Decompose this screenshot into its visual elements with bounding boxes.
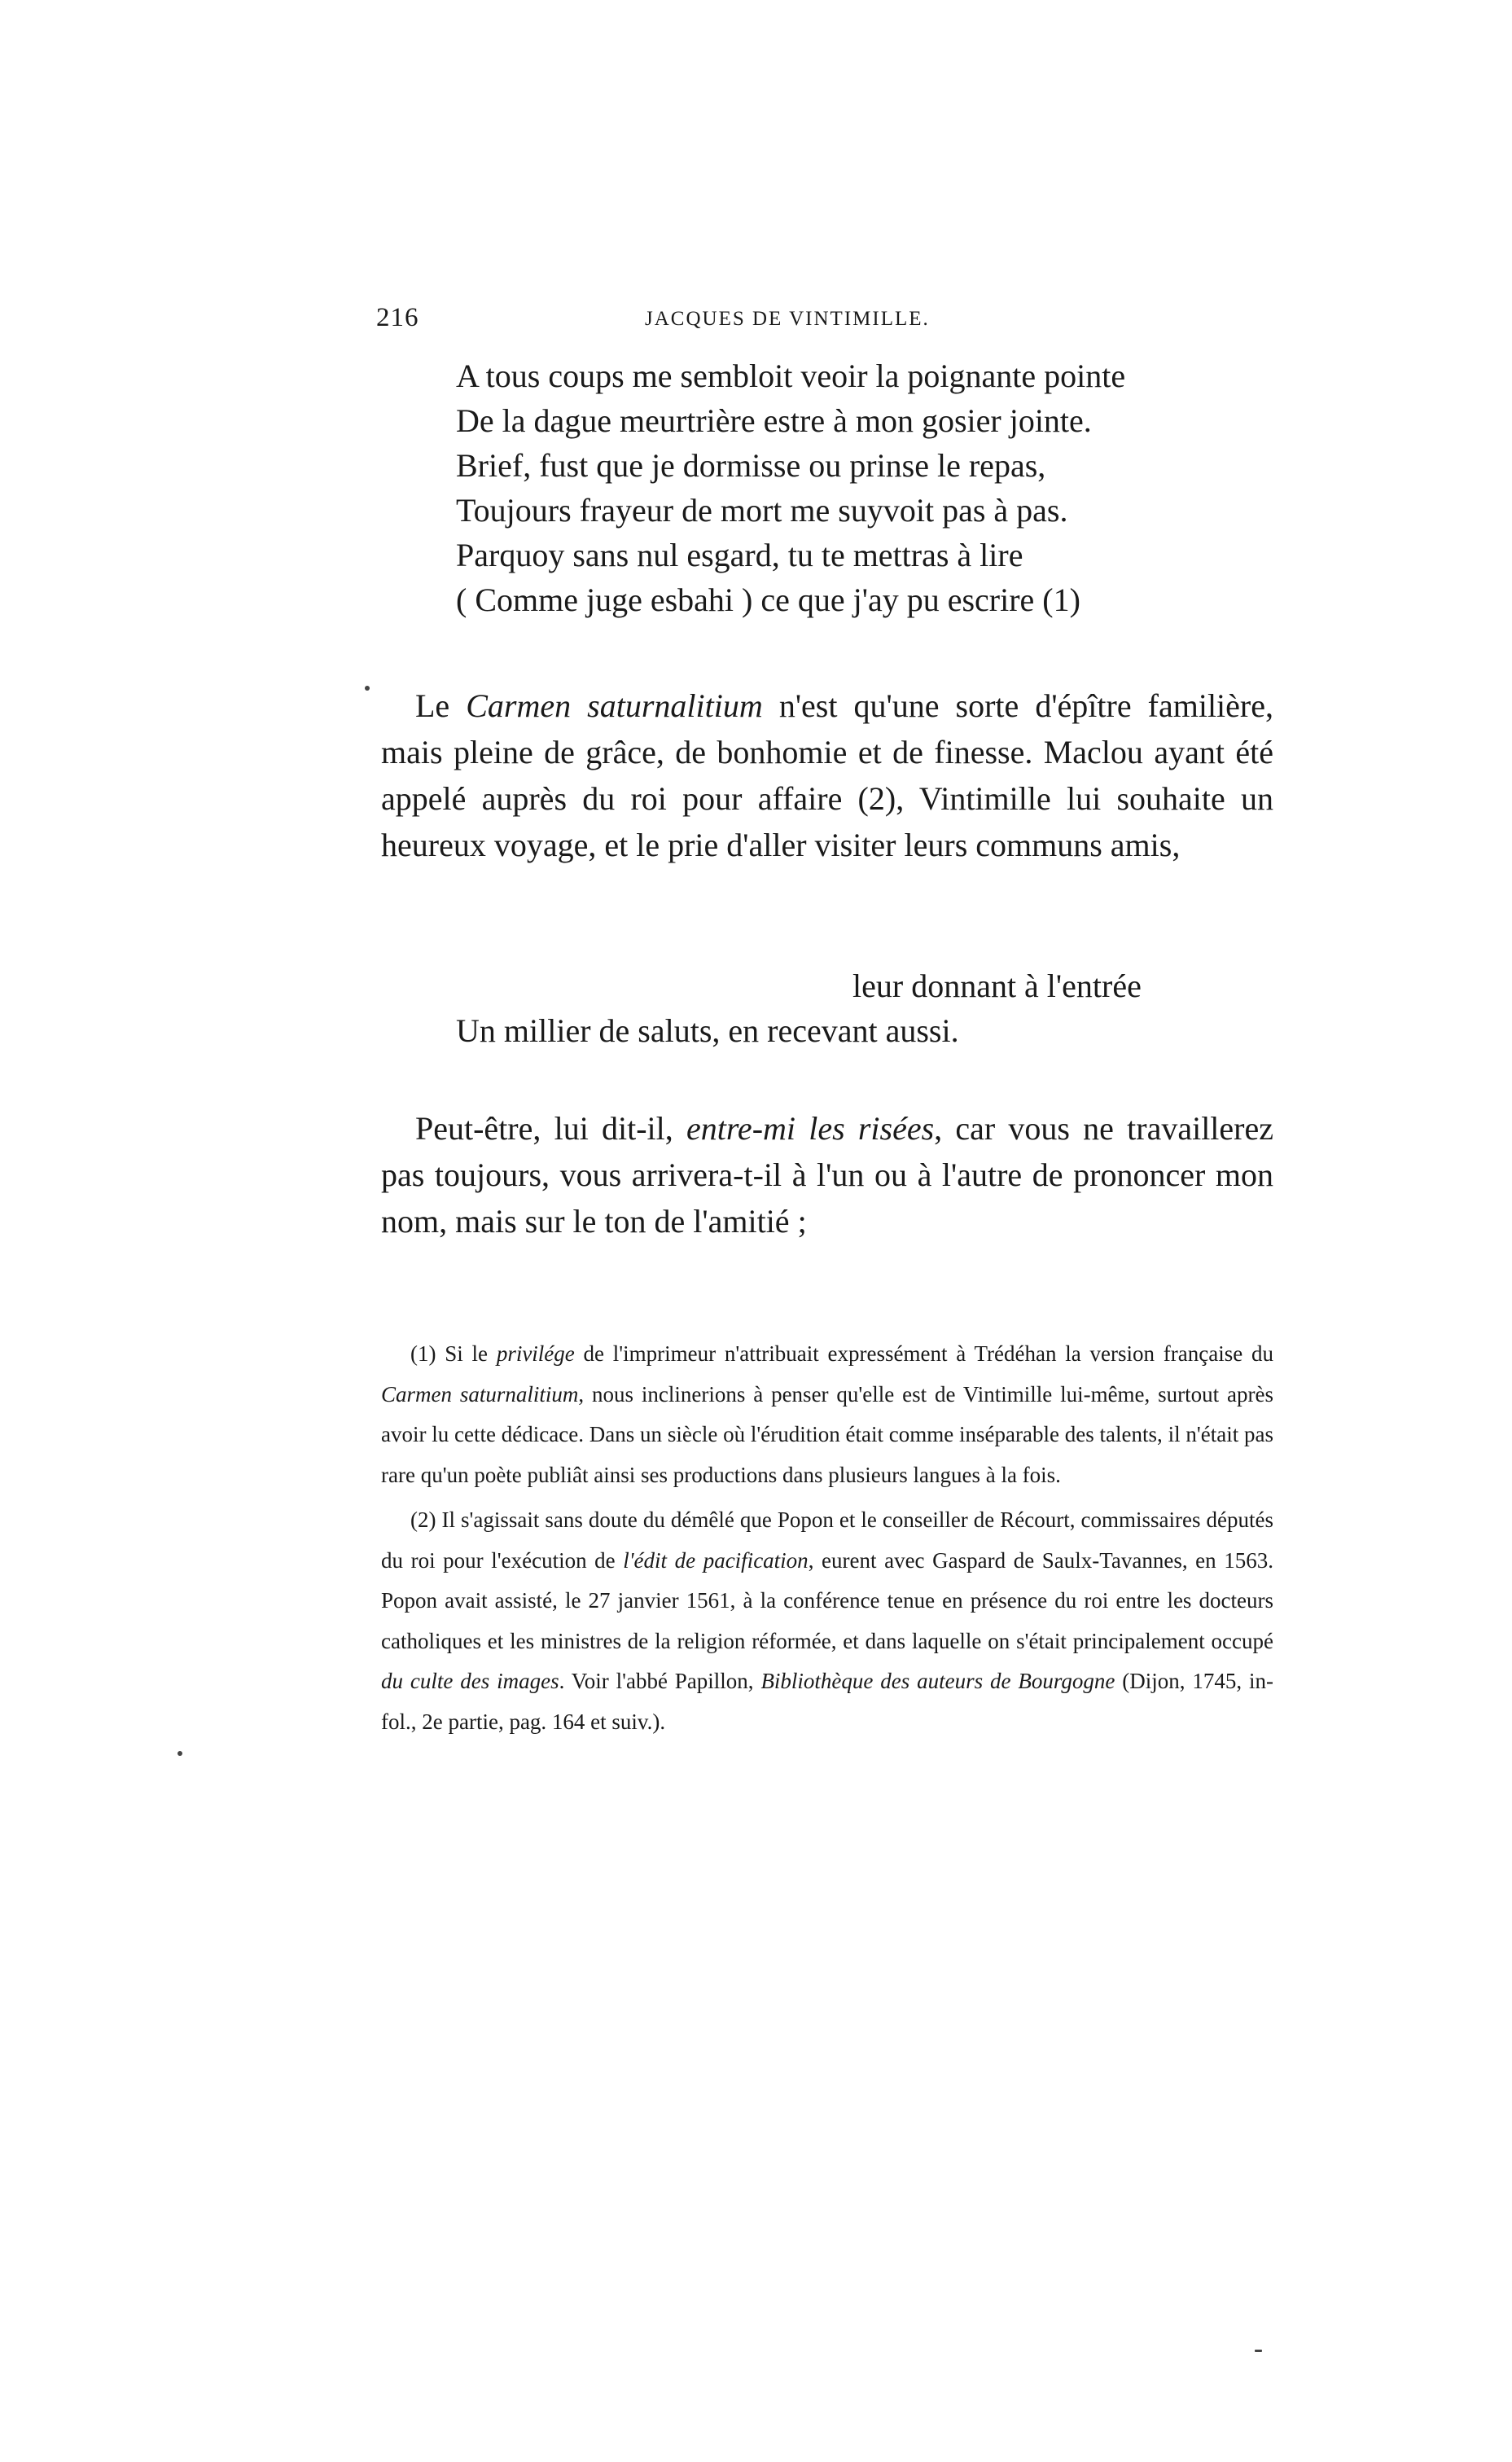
scan-speck xyxy=(177,1751,182,1756)
paragraph-lead: Le xyxy=(415,687,467,724)
scan-speck xyxy=(365,686,370,691)
verse-line: Parquoy sans nul esgard, tu te mettras à lire xyxy=(456,537,1023,573)
running-head xyxy=(376,303,1296,336)
footnote-italic: Carmen saturnalitium xyxy=(381,1381,579,1407)
footnote-text: , nous inclinerions à penser qu'elle est de Vintimille lui-même, surtout après avoir lu cette dédicace. Dans un siècle où l'érudition était comme inséparable des talents, il n'était pas rare qu'un poète publiât ainsi ses productions dans plusieurs langues à la fois. xyxy=(381,1381,1273,1487)
paragraph-italic: Carmen saturnalitium xyxy=(466,687,763,724)
verse-line: ( Comme juge esbahi ) ce que j'ay pu escrire (1) xyxy=(456,581,1080,618)
page-number: 216 xyxy=(376,303,419,332)
paragraph-carmen xyxy=(381,682,1273,868)
footnote-italic: privilége xyxy=(496,1341,575,1366)
footnote-text: (1) Si le xyxy=(410,1341,497,1366)
footnote-1 xyxy=(381,1334,1273,1495)
verse-block-2 xyxy=(456,963,1142,1053)
footnote-italic: du culte des images xyxy=(381,1669,559,1693)
footnote-italic: Bibliothèque des auteurs de Bourgogne xyxy=(760,1669,1115,1693)
verse-block-1 xyxy=(456,353,1125,622)
paragraph-peut-etre xyxy=(381,1105,1273,1244)
verse-line: Un millier de saluts, en recevant aussi. xyxy=(456,1012,959,1049)
footnotes xyxy=(381,1334,1273,1747)
verse-line: A tous coups me sembloit veoir la poignante pointe xyxy=(456,358,1126,394)
footnote-text: (Dijon, 1745, in-fol., 2e partie, pag. 164 et suiv.). xyxy=(381,1669,1273,1734)
paragraph-italic: entre-mi les risées xyxy=(686,1110,935,1147)
footnote-text: (2) Il s'agissait sans doute du démêlé que Popon et le conseiller de Récourt, commissaires députés du roi pour l'exécution de xyxy=(381,1507,1273,1573)
scan-speck xyxy=(1255,2350,1262,2352)
footnote-text: , eurent avec Gaspard de Saulx-Tavannes, en 1563. Popon avait assisté, le 27 janvier 1561, à la conférence tenue en présence du roi entre les docteurs catholiques et les ministres de la religion réformée, et dans laquelle on s'était principalement occupé xyxy=(381,1547,1273,1653)
verse-line: De la dague meurtrière estre à mon gosier jointe. xyxy=(456,402,1092,439)
verse-line: leur donnant à l'entrée xyxy=(852,968,1142,1004)
paragraph-text: n'est qu'une sorte d'épître familière, mais pleine de grâce, de bonhomie et de finesse. Maclou ayant été appelé auprès du roi pour affaire (2), Vintimille lui souhaite un heureux voyage, et le prie d'aller visiter leurs communs amis, xyxy=(381,687,1273,863)
footnote-text: . Voir l'abbé Papillon, xyxy=(559,1669,761,1693)
footnote-2 xyxy=(381,1500,1273,1742)
paragraph-lead: Peut-être, lui dit-il, xyxy=(415,1110,686,1147)
running-title: JACQUES DE VINTIMILLE. xyxy=(645,308,930,330)
footnote-text: de l'imprimeur n'attribuait expressément à Trédéhan la version française du xyxy=(574,1341,1273,1366)
paragraph-text: , car vous ne travaillerez pas toujours, vous arrivera-t-il à l'un ou à l'autre de prononcer mon nom, mais sur le ton de l'amitié ; xyxy=(381,1110,1273,1240)
verse-line: Brief, fust que je dormisse ou prinse le repas, xyxy=(456,447,1046,484)
verse-line: Toujours frayeur de mort me suyvoit pas à pas. xyxy=(456,492,1068,529)
footnote-italic: l'édit de pacification xyxy=(623,1547,809,1573)
